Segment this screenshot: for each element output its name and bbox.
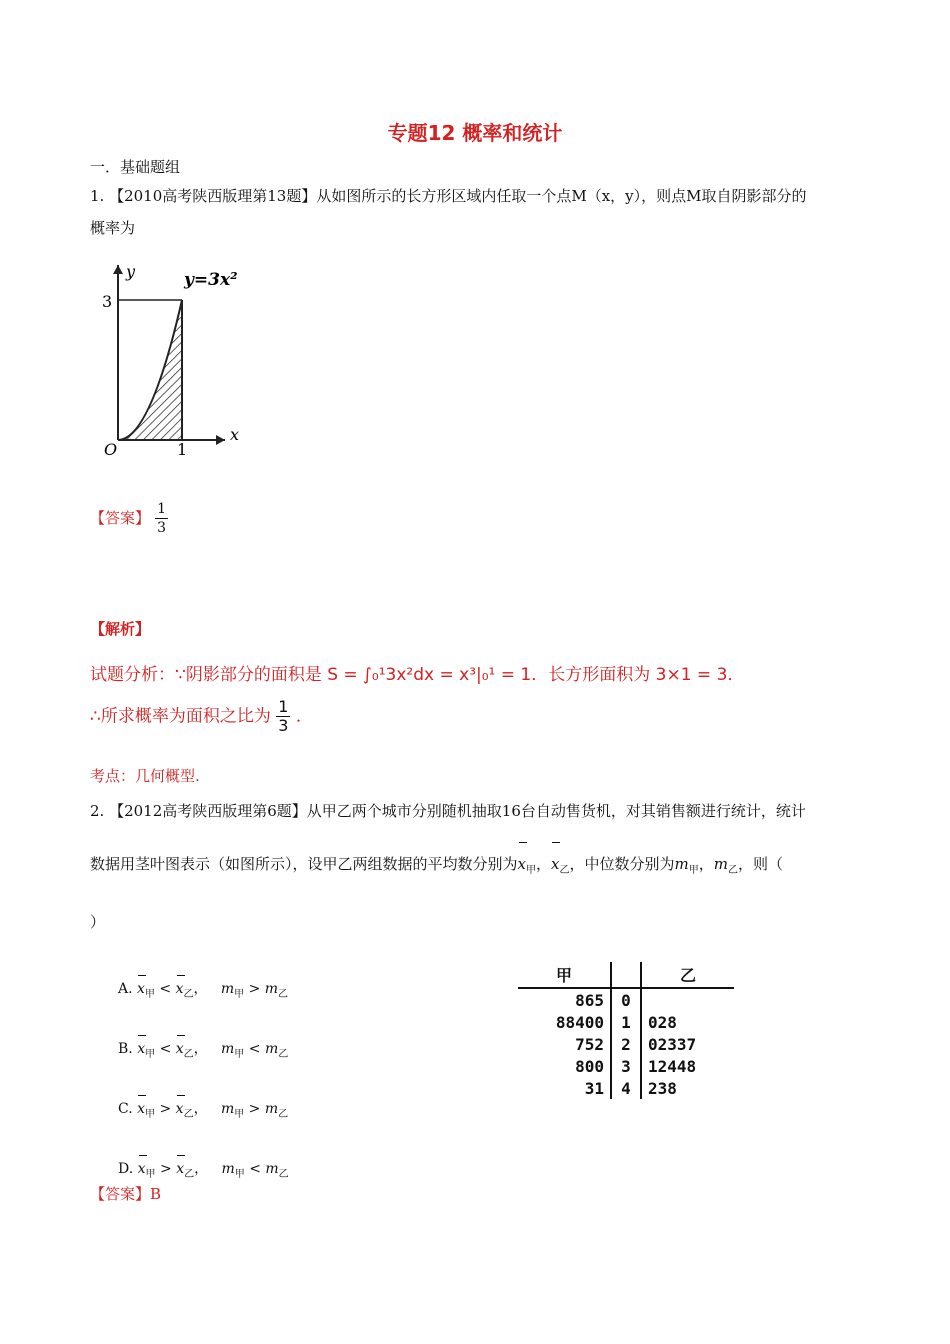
- leaf-jia: 752: [518, 1033, 611, 1055]
- q1-figure: [90, 255, 280, 455]
- q1-answer: [90, 500, 168, 537]
- answer-fraction: $\frac{1}{3}$: [157, 501, 167, 536]
- leaf-yi: 238: [648, 1078, 677, 1098]
- q1-line2: 概率为: [90, 219, 136, 237]
- leaf-yi: 12448: [648, 1056, 697, 1076]
- stem: 0: [611, 988, 641, 1011]
- stem: 4: [611, 1077, 641, 1099]
- stem-row: [518, 1011, 734, 1033]
- q2-line3: ）: [90, 913, 106, 931]
- origin-label: O: [104, 440, 118, 455]
- leaf-yi: [641, 988, 734, 1011]
- analysis-label: 【解析】: [90, 620, 151, 638]
- kaodian: 考点：几何概型.: [90, 767, 200, 785]
- answer-label: 【答案】: [90, 509, 151, 527]
- shaded-region: [118, 300, 182, 440]
- tick-y-3: 3: [102, 292, 113, 311]
- leaf-jia: 800: [518, 1055, 611, 1077]
- stem-row: [518, 1077, 734, 1099]
- page-title: 专题12 概率和统计: [387, 121, 563, 145]
- option-d: D. $x_甲 > x_乙$， $m_甲 < m_乙$: [118, 1161, 289, 1180]
- section-heading: 一．基础题组: [90, 158, 181, 176]
- curve-label: y=3x²: [184, 270, 238, 290]
- stem-row: [518, 1033, 734, 1055]
- stem: 3: [611, 1055, 641, 1077]
- q2-answer: 【答案】B: [90, 1185, 162, 1203]
- stem-row: [518, 1055, 734, 1077]
- leaf-jia: 88400: [518, 1011, 611, 1033]
- q2-line1: 2. 【2012高考陕西版理第6题】从甲乙两个城市分别随机抽取16台自动售货机，对其销售额进行统计，统计: [90, 802, 806, 820]
- leaf-yi: 02337: [648, 1034, 697, 1054]
- x-arrow-icon: [216, 435, 225, 445]
- leaf-yi: 028: [648, 1012, 677, 1032]
- stem: 2: [611, 1033, 641, 1055]
- analysis-fraction: $\frac{1}{3}$: [278, 697, 289, 735]
- option-a: A. $x_甲 < x_乙$， $m_甲 > m_乙$: [118, 981, 289, 1000]
- analysis-line1: 试题分析：∵阴影部分的面积是 S = ∫₀¹3x²dx = x³|₀¹ = 1．长方形面积为 3×1 = 3．: [90, 665, 745, 685]
- tick-x-1: 1: [177, 440, 188, 455]
- option-b: B. $x_甲 < x_乙$， $m_甲 < m_乙$: [118, 1041, 289, 1060]
- y-axis-label: y: [126, 262, 136, 281]
- leaf-jia: 865: [518, 988, 611, 1011]
- stem-leaf-table: [518, 962, 734, 1099]
- q1-line1: 1. 【2010高考陕西版理第13题】从如图所示的长方形区域内任取一个点M（x，y），则点M取自阴影部分的: [90, 187, 807, 205]
- y-arrow-icon: [113, 265, 123, 274]
- option-c: C. $x_甲 > x_乙$， $m_甲 > m_乙$: [118, 1101, 289, 1120]
- q2-line2: 数据用茎叶图表示（如图所示），设甲乙两组数据的平均数分别为$x_甲$，$x_乙$，中位数分别为$m_甲$，$m_乙$，则（: [90, 848, 890, 887]
- leaf-jia: 31: [518, 1077, 611, 1099]
- header-yi: 乙: [641, 962, 734, 988]
- stem: 1: [611, 1011, 641, 1033]
- stem-leaf-plot: [518, 962, 734, 1099]
- x-axis-label: x: [230, 425, 240, 444]
- header-jia: 甲: [518, 962, 611, 988]
- stem-row: [518, 988, 734, 1011]
- q1-text: [90, 180, 880, 244]
- analysis-line2: ∴所求概率为面积之比为 $\frac{1}{3}$ ．: [90, 697, 313, 735]
